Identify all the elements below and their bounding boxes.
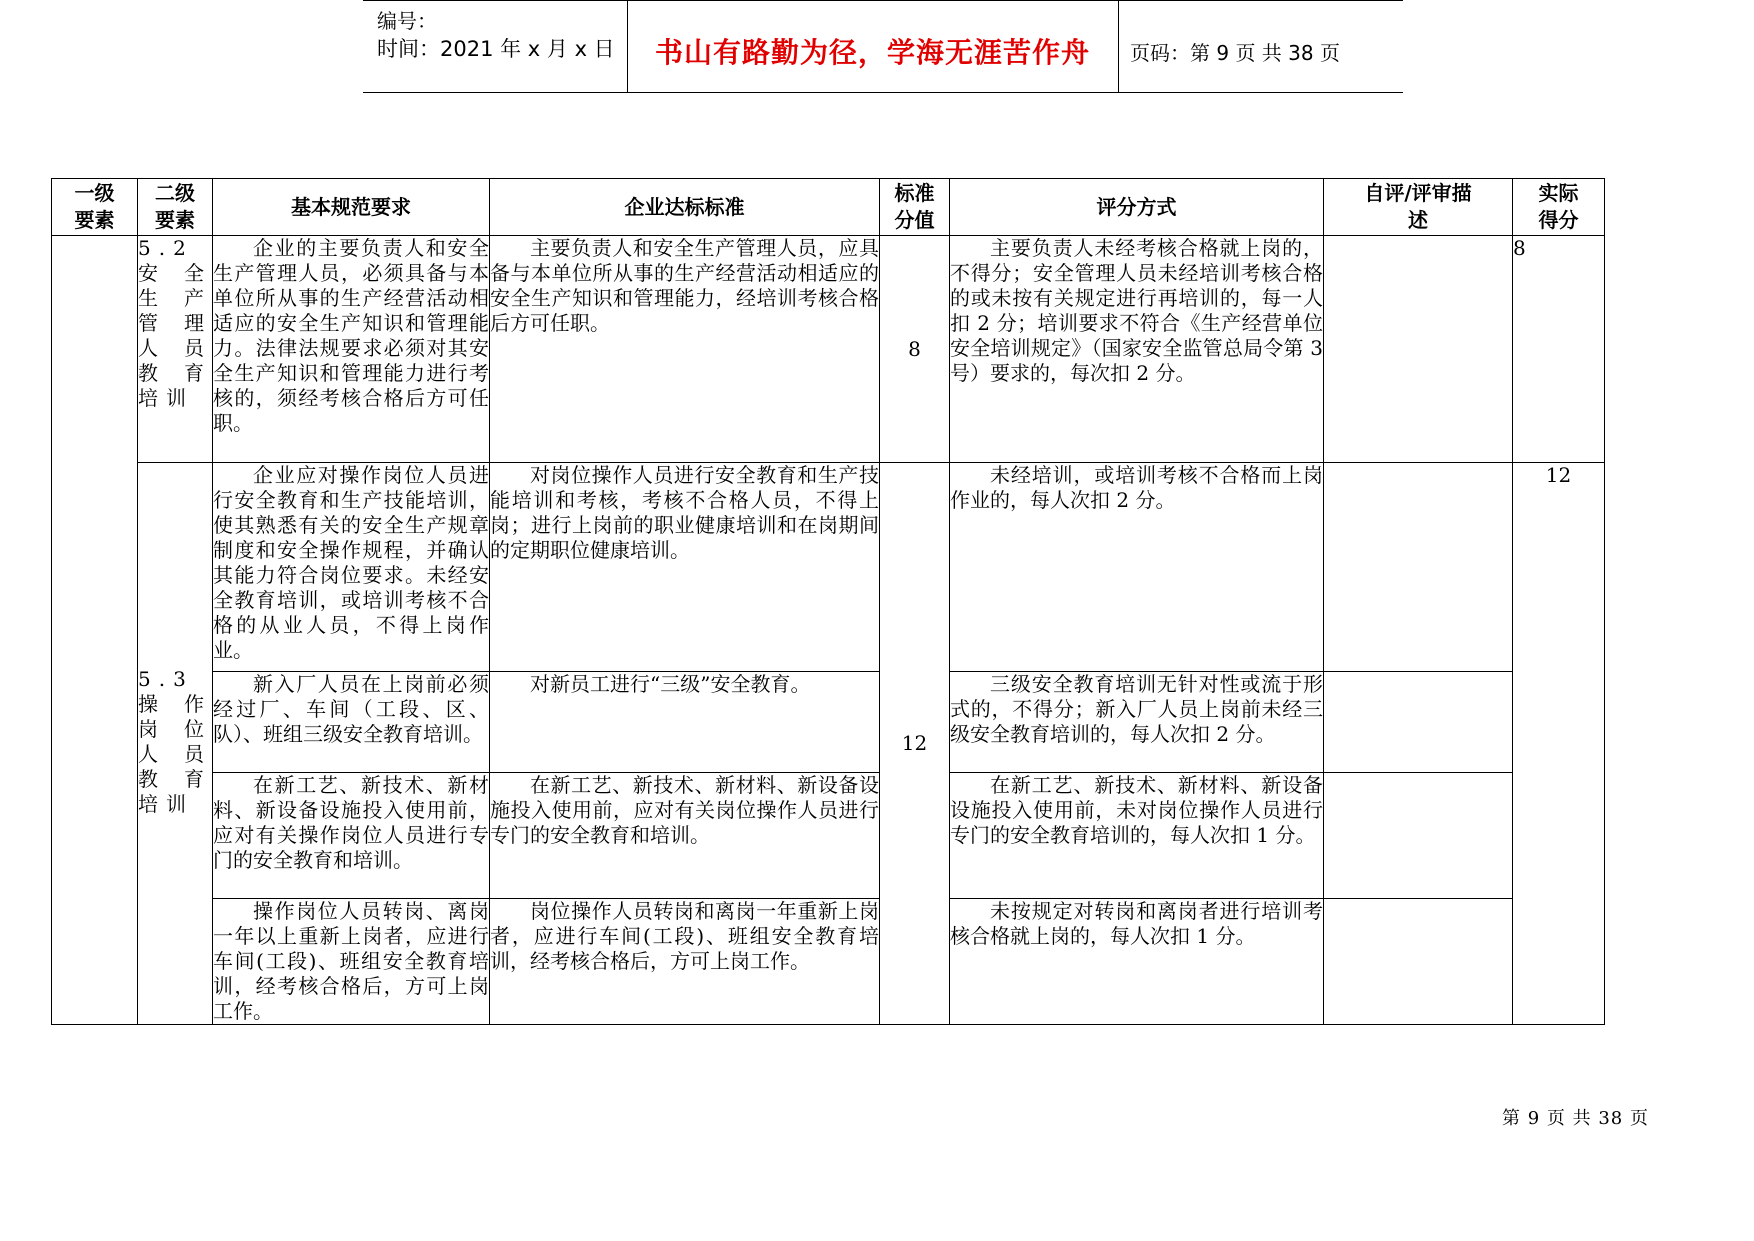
self-evaluation-cell[interactable] <box>1324 463 1513 672</box>
table-header-row <box>52 179 1605 236</box>
page-footer: 第 9 页 共 38 页 <box>1502 1108 1649 1129</box>
header-page-cell <box>1118 1 1402 93</box>
header-self-evaluation: 自评/评审描 述 <box>1324 179 1513 236</box>
document-date-label: 时间：2021 年 x 月 x 日 <box>377 37 615 61</box>
evaluation-table <box>51 178 1605 1025</box>
header-enterprise-standard: 企业达标标准 <box>490 179 880 236</box>
header-page-number: 页码：第 9 页 共 38 页 <box>1130 41 1340 65</box>
header-standard-score: 标准分值 <box>880 179 950 236</box>
scoring-method-cell: 未经培训，或培训考核不合格而上岗作业的，每人次扣 2 分。 <box>950 463 1324 672</box>
header-motto-cell <box>627 1 1119 93</box>
actual-score-cell[interactable]: 12 <box>1513 463 1605 1025</box>
self-evaluation-cell[interactable] <box>1324 672 1513 773</box>
basic-requirement-cell: 企业的主要负责人和安全生产管理人员，必须具备与本单位所从事的生产经营活动相适应的安全生产知识和管理能力。法律法规要求必须对其安全生产知识和管理能力进行考核的，须经考核合格后方可任职。 <box>213 236 490 463</box>
basic-requirement-cell: 操作岗位人员转岗、离岗一年以上重新上岗者，应进行车间(工段)、班组安全教育培训，经考核合格后，方可上岗工作。 <box>213 899 489 1023</box>
table-row <box>52 236 1605 463</box>
enterprise-standard-cell: 对新员工进行“三级”安全教育。 <box>490 672 880 773</box>
scoring-method-cell: 在新工艺、新技术、新材料、新设备设施投入使用前，未对岗位操作人员进行专门的安全教育培训的，每人次扣 1 分。 <box>950 773 1324 899</box>
section-5-3-label: 5.3 操作岗位人员教育培训 <box>138 463 213 1025</box>
enterprise-standard-cell: 岗位操作人员转岗和离岗一年重新上岗者，应进行车间(工段)、班组安全教育培训，经考核合格后，方可上岗工作。 <box>490 899 880 1025</box>
header-info-cell <box>363 1 628 93</box>
basic-requirement-cell: 企业应对操作岗位人员进行安全教育和生产技能培训，使其熟悉有关的安全生产规章制度和安全操作规程，并确认其能力符合岗位要求。未经安全教育培训，或培训考核不合格的从业人员，不得上岗作业。 <box>213 463 490 672</box>
table-row <box>52 672 1605 773</box>
basic-requirement-cell: 在新工艺、新技术、新材料、新设备设施投入使用前，应对有关操作岗位人员进行专门的安全教育和培训。 <box>213 773 490 899</box>
scoring-method-cell: 未按规定对转岗和离岗者进行培训考核合格就上岗的，每人次扣 1 分。 <box>950 899 1324 1025</box>
table-row <box>52 899 1605 1025</box>
table-row <box>52 773 1605 899</box>
actual-score-cell[interactable]: 8 <box>1513 236 1605 463</box>
document-number-label: 编号： <box>377 9 437 33</box>
enterprise-standard-cell: 在新工艺、新技术、新材料、新设备设施投入使用前，应对有关岗位操作人员进行专门的安全教育和培训。 <box>490 773 880 899</box>
self-evaluation-cell[interactable] <box>1324 773 1513 899</box>
self-evaluation-cell[interactable] <box>1324 899 1513 1025</box>
header-actual-score: 实际得分 <box>1513 179 1605 236</box>
enterprise-standard-cell: 主要负责人和安全生产管理人员，应具备与本单位所从事的生产经营活动相适应的安全生产知识和管理能力，经培训考核合格后方可任职。 <box>490 236 880 463</box>
header-level2: 二级要素 <box>138 179 213 236</box>
standard-score-cell: 12 <box>880 463 950 1025</box>
section-5-2-label: 5.2 安全生产管理人员教育培训 <box>138 236 213 463</box>
self-evaluation-cell[interactable] <box>1324 236 1513 463</box>
standard-score-cell: 8 <box>880 236 950 463</box>
header-motto: 书山有路勤为径，学海无涯苦作舟 <box>654 36 1090 69</box>
level1-cell <box>52 236 138 1025</box>
header-scoring-method: 评分方式 <box>950 179 1324 236</box>
scoring-method-cell: 主要负责人未经考核合格就上岗的，不得分；安全管理人员未经培训考核合格的或未按有关规定进行再培训的，每一人扣 2 分；培训要求不符合《生产经营单位安全培训规定》（国家安全监管总局令第 3 号）要求的，每次扣 2 分。 <box>950 236 1324 463</box>
header-basic-requirements: 基本规范要求 <box>213 179 490 236</box>
scoring-method-cell: 三级安全教育培训无针对性或流于形式的，不得分；新入厂人员上岗前未经三级安全教育培训的，每人次扣 2 分。 <box>950 672 1324 773</box>
table-row <box>52 463 1605 672</box>
basic-requirement-cell: 新入厂人员在上岗前必须经过厂、车间（工段、区、队）、班组三级安全教育培训。 <box>213 672 490 773</box>
document-header <box>363 0 1403 93</box>
header-level1: 一级要素 <box>52 179 138 236</box>
enterprise-standard-cell: 对岗位操作人员进行安全教育和生产技能培训和考核，考核不合格人员，不得上岗；进行上岗前的职业健康培训和在岗期间的定期职位健康培训。 <box>490 463 880 672</box>
